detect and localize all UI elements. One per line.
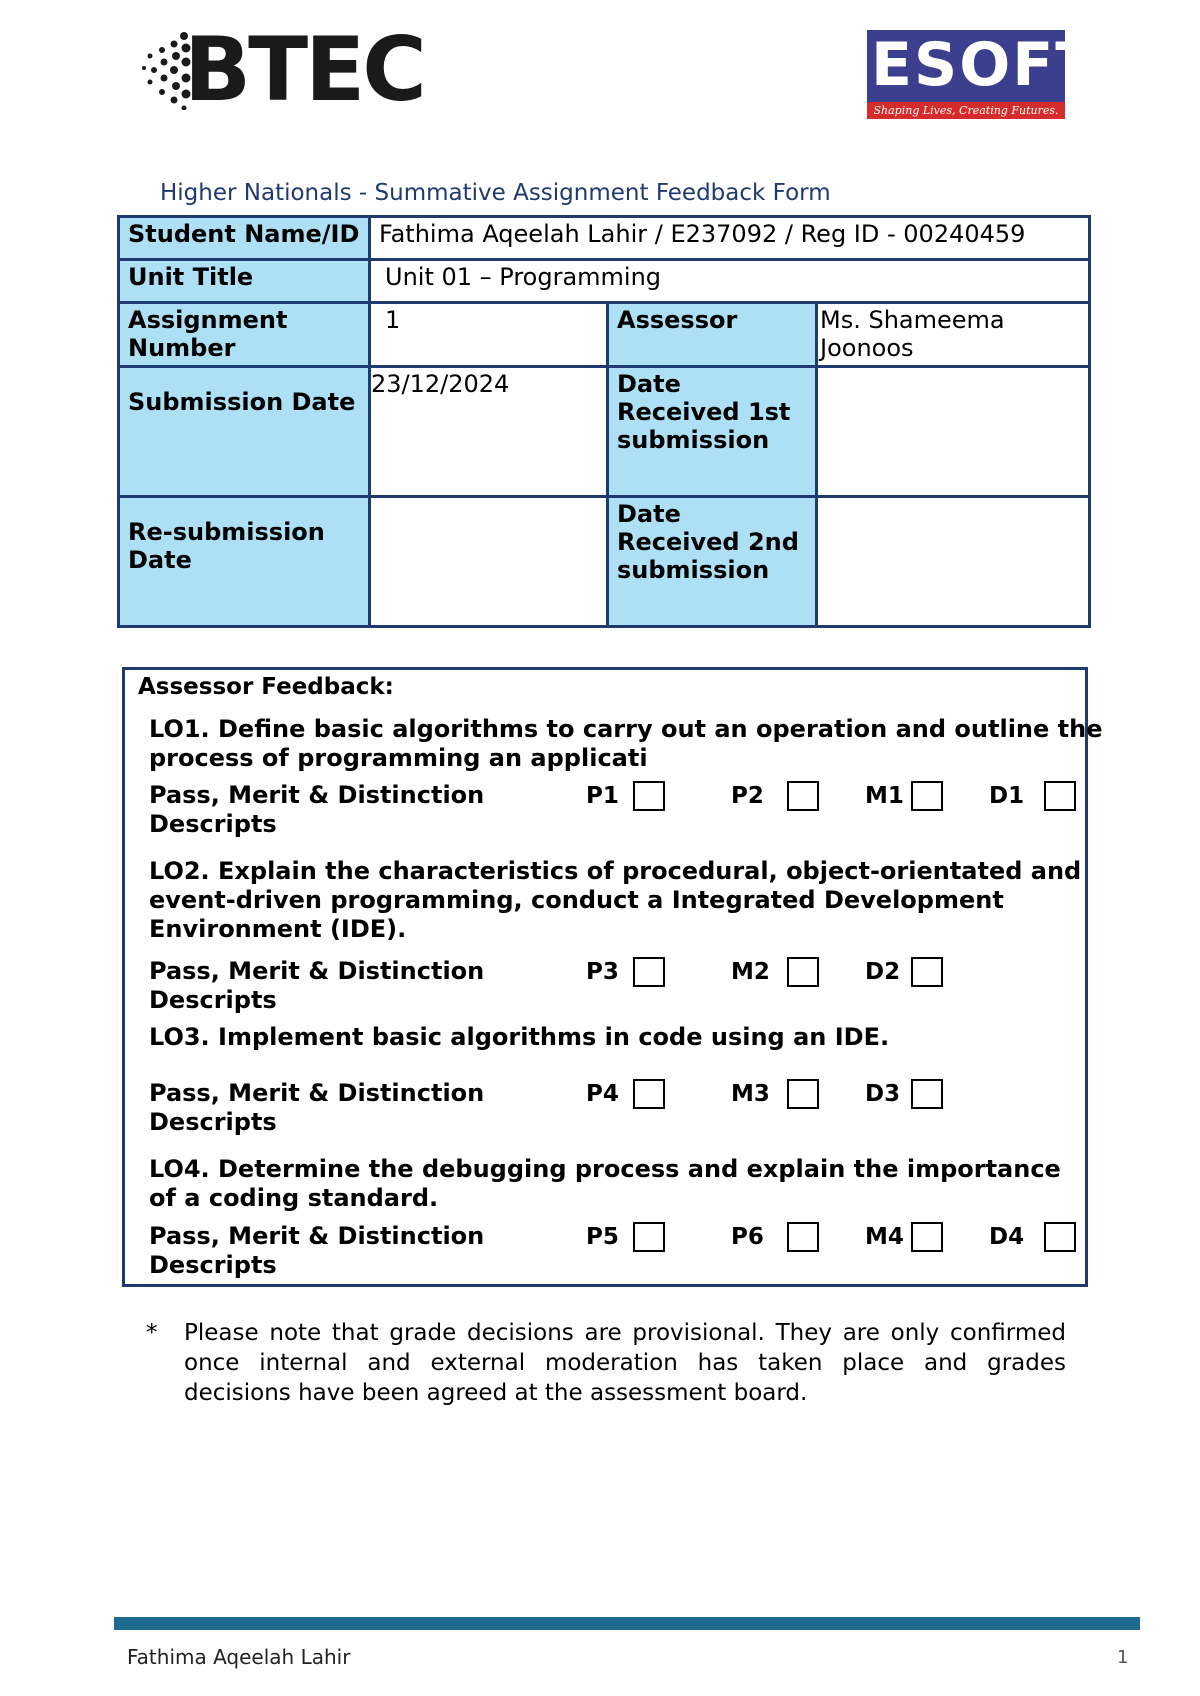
p5-label: P5: [586, 1224, 619, 1250]
feedback-title: Assessor Feedback:: [138, 674, 394, 700]
p2-checkbox[interactable]: [787, 781, 819, 811]
lo1-pmd-label: Pass, Merit & Distinction Descripts: [149, 781, 485, 838]
lo3-text: LO3. Implement basic algorithms in code using an IDE.: [149, 1023, 890, 1051]
p2-label: P2: [731, 783, 764, 809]
d1-label: D1: [989, 783, 1025, 809]
page-number: 1: [1117, 1647, 1129, 1668]
assignment-number-value[interactable]: 1: [370, 303, 608, 367]
p3-label: P3: [586, 959, 619, 985]
lo2-text: LO2. Explain the characteristics of procedural, object-orientated and event-driven programming, conduct a Integrated Development Environment (IDE).: [149, 857, 1082, 943]
date-received-2nd-label: Date Received 2nd submission: [608, 497, 817, 627]
student-name-label: Student Name/ID: [119, 217, 370, 260]
esoft-logo: [867, 30, 1099, 119]
lo4-pmd-label: Pass, Merit & Distinction Descripts: [149, 1222, 485, 1279]
m1-label: M1: [865, 783, 904, 809]
lo3-pmd-label: Pass, Merit & Distinction Descripts: [149, 1079, 485, 1136]
d2-label: D2: [865, 959, 901, 985]
unit-title-label: Unit Title: [119, 260, 370, 303]
d4-checkbox[interactable]: [1044, 1222, 1076, 1252]
m3-checkbox[interactable]: [787, 1079, 819, 1109]
p4-checkbox[interactable]: [633, 1079, 665, 1109]
lo4-text: LO4. Determine the debugging process and explain the importance of a coding standard.: [149, 1155, 1061, 1212]
btec-wordmark: BTEC: [184, 18, 424, 121]
d3-checkbox[interactable]: [911, 1079, 943, 1109]
submission-date-value[interactable]: 23/12/2024: [370, 367, 608, 497]
footer-author: Fathima Aqeelah Lahir: [127, 1645, 351, 1669]
m2-checkbox[interactable]: [787, 957, 819, 987]
p6-checkbox[interactable]: [787, 1222, 819, 1252]
esoft-tagline: Shaping Lives, Creating Futures.: [867, 102, 1065, 119]
assessor-value[interactable]: Ms. Shameema Joonoos: [817, 303, 1090, 367]
p3-checkbox[interactable]: [633, 957, 665, 987]
provisional-grade-note: [146, 1318, 1066, 1408]
note-asterisk: *: [146, 1320, 158, 1346]
student-name-value[interactable]: Fathima Aqeelah Lahir / E237092 / Reg ID - 00240459: [370, 217, 1090, 260]
assessor-label: Assessor: [608, 303, 817, 367]
submission-date-label: Submission Date: [119, 367, 370, 497]
date-received-1st-value[interactable]: [817, 367, 1090, 497]
resubmission-date-label: Re-submission Date: [119, 497, 370, 627]
note-text: Please note that grade decisions are provisional. They are only confirmed once internal and external moderation has taken place and grades decisions have been agreed at the assessment board.: [184, 1320, 1066, 1406]
m1-checkbox[interactable]: [911, 781, 943, 811]
assignment-number-label: Assignment Number: [119, 303, 370, 367]
d3-label: D3: [865, 1081, 901, 1107]
d1-checkbox[interactable]: [1044, 781, 1076, 811]
lo2-pmd-label: Pass, Merit & Distinction Descripts: [149, 957, 485, 1014]
esoft-wordmark: ESOFT: [871, 30, 1099, 100]
btec-logo: [140, 18, 424, 124]
m4-label: M4: [865, 1224, 904, 1250]
resubmission-date-value[interactable]: [370, 497, 608, 627]
p6-label: P6: [731, 1224, 764, 1250]
assessor-feedback-box: [122, 667, 1103, 1287]
unit-title-value[interactable]: Unit 01 – Programming: [370, 260, 1090, 303]
m2-label: M2: [731, 959, 770, 985]
form-title: Higher Nationals - Summative Assignment Feedback Form: [160, 180, 831, 206]
m4-checkbox[interactable]: [911, 1222, 943, 1252]
p1-checkbox[interactable]: [633, 781, 665, 811]
p1-label: P1: [586, 783, 619, 809]
lo1-text: LO1. Define basic algorithms to carry out an operation and outline the process of programming an applicati: [149, 715, 1103, 772]
d4-label: D4: [989, 1224, 1025, 1250]
p5-checkbox[interactable]: [633, 1222, 665, 1252]
p4-label: P4: [586, 1081, 619, 1107]
date-received-2nd-value[interactable]: [817, 497, 1090, 627]
footer-divider: [114, 1617, 1140, 1630]
d2-checkbox[interactable]: [911, 957, 943, 987]
m3-label: M3: [731, 1081, 770, 1107]
date-received-1st-label: Date Received 1st submission: [608, 367, 817, 497]
student-info-table: [117, 215, 1091, 628]
